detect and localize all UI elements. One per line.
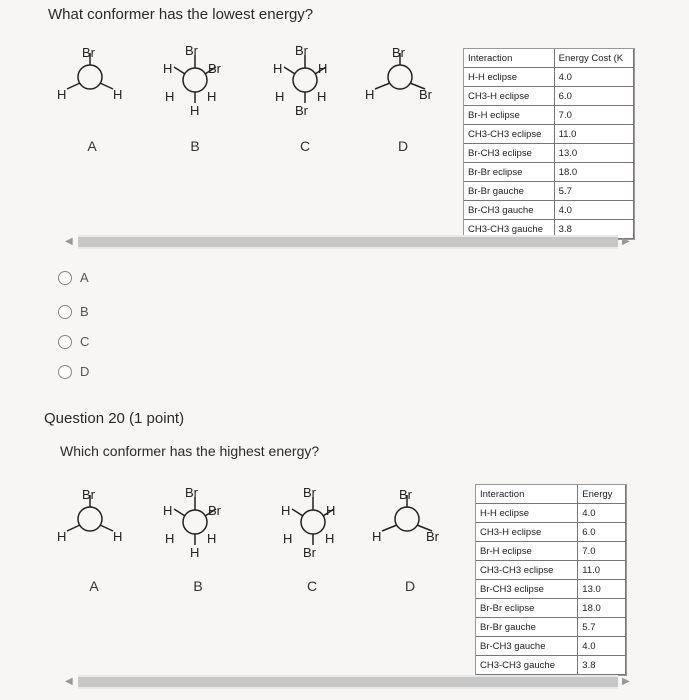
table-row: CH3-H eclipse 6.0 <box>464 87 634 106</box>
atom-h: H <box>57 529 67 544</box>
table-row: CH3-H eclipse 6.0 <box>476 523 626 542</box>
conformer-c-drawing <box>270 43 340 118</box>
table-header: Interaction <box>464 49 554 68</box>
atom-h: H <box>207 89 217 104</box>
atom-br: Br <box>392 45 405 60</box>
scroll-thumb[interactable] <box>78 237 618 247</box>
energy-table <box>463 48 635 240</box>
table-row: Br-CH3 eclipse 13.0 <box>464 144 634 163</box>
atom-h: H <box>326 503 336 518</box>
table-row: Br-Br eclipse 18.0 <box>464 163 634 182</box>
atom-h: H <box>190 545 200 560</box>
horizontal-scrollbar[interactable] <box>78 235 618 249</box>
conformer-a-drawing <box>55 45 125 115</box>
atom-h: H <box>113 87 123 102</box>
table-row: CH3-CH3 eclipse 11.0 <box>464 125 634 144</box>
atom-br: Br <box>295 103 308 118</box>
conformer-label: B <box>193 578 203 594</box>
conformer-label: D <box>404 578 416 594</box>
table-header: Interaction <box>476 485 578 504</box>
atom-h: H <box>372 529 382 544</box>
atom-br: Br <box>208 61 221 76</box>
atom-h: H <box>365 87 375 102</box>
atom-br: Br <box>82 487 95 502</box>
conformer-c-drawing-2 <box>278 485 348 560</box>
conformer-label: A <box>89 578 99 594</box>
atom-br: Br <box>399 487 412 502</box>
atom-br: Br <box>303 545 316 560</box>
horizontal-scrollbar-2[interactable] <box>78 675 618 689</box>
atom-h: H <box>325 531 335 546</box>
atom-h: H <box>165 531 175 546</box>
question-prompt: Which conformer has the highest energy? <box>60 443 320 459</box>
table-header: Energy <box>578 485 626 504</box>
table-header: Energy Cost (K <box>554 49 633 68</box>
table-row: Br-Br gauche 5.7 <box>464 182 634 201</box>
conformer-label: D <box>397 138 409 154</box>
radio-a[interactable] <box>58 271 72 285</box>
table-row: H-H eclipse 4.0 <box>476 504 626 523</box>
table-row: CH3-CH3 gauche 3.8 <box>464 220 634 239</box>
option-b[interactable]: B <box>58 304 89 319</box>
atom-br: Br <box>295 43 308 58</box>
table-row: Br-Br eclipse 18.0 <box>476 599 626 618</box>
table-row: CH3-CH3 eclipse 11.0 <box>476 561 626 580</box>
atom-br: Br <box>419 87 432 102</box>
conformer-a-drawing-2 <box>55 487 125 557</box>
atom-br: Br <box>208 503 221 518</box>
option-d[interactable]: D <box>58 364 89 379</box>
atom-br: Br <box>426 529 439 544</box>
question-heading: Question 20 (1 point) <box>44 410 185 427</box>
energy-table-2 <box>475 484 627 676</box>
atom-h: H <box>283 531 293 546</box>
scroll-left-icon[interactable]: ◀ <box>65 676 73 687</box>
atom-br: Br <box>185 485 198 500</box>
table-row: Br-H eclipse 7.0 <box>464 106 634 125</box>
atom-h: H <box>273 61 283 76</box>
atom-h: H <box>57 87 67 102</box>
conformer-label: A <box>87 138 97 154</box>
scroll-right-icon[interactable]: ▶ <box>622 236 630 247</box>
atom-br: Br <box>82 45 95 60</box>
option-a[interactable]: A <box>58 270 89 285</box>
atom-h: H <box>190 103 200 118</box>
table-row: Br-Br gauche 5.7 <box>476 618 626 637</box>
scroll-right-icon[interactable]: ▶ <box>622 676 630 687</box>
radio-d[interactable] <box>58 365 72 379</box>
table-row: H-H eclipse 4.0 <box>464 68 634 87</box>
conformer-d-drawing-2 <box>372 487 442 557</box>
option-c[interactable]: C <box>58 334 89 349</box>
conformer-b-drawing-2 <box>160 485 230 560</box>
atom-h: H <box>165 89 175 104</box>
atom-br: Br <box>303 485 316 500</box>
question-title: What conformer has the lowest energy? <box>48 6 314 23</box>
atom-h: H <box>317 89 327 104</box>
atom-h: H <box>318 61 328 76</box>
atom-h: H <box>163 61 173 76</box>
atom-h: H <box>163 503 173 518</box>
atom-h: H <box>275 89 285 104</box>
conformer-label: B <box>190 138 200 154</box>
table-row: Br-CH3 gauche 4.0 <box>476 637 626 656</box>
table-row: CH3-CH3 gauche 3.8 <box>476 656 626 675</box>
atom-h: H <box>281 503 291 518</box>
radio-c[interactable] <box>58 335 72 349</box>
table-row: Br-CH3 gauche 4.0 <box>464 201 634 220</box>
atom-h: H <box>113 529 123 544</box>
atom-br: Br <box>185 43 198 58</box>
radio-b[interactable] <box>58 305 72 319</box>
atom-h: H <box>207 531 217 546</box>
conformer-label: C <box>306 578 318 594</box>
conformer-d-drawing <box>365 45 435 115</box>
conformer-label: C <box>299 138 311 154</box>
conformer-b-drawing <box>160 43 230 118</box>
table-row: Br-CH3 eclipse 13.0 <box>476 580 626 599</box>
scroll-thumb[interactable] <box>78 677 618 687</box>
scroll-left-icon[interactable]: ◀ <box>65 236 73 247</box>
table-row: Br-H eclipse 7.0 <box>476 542 626 561</box>
